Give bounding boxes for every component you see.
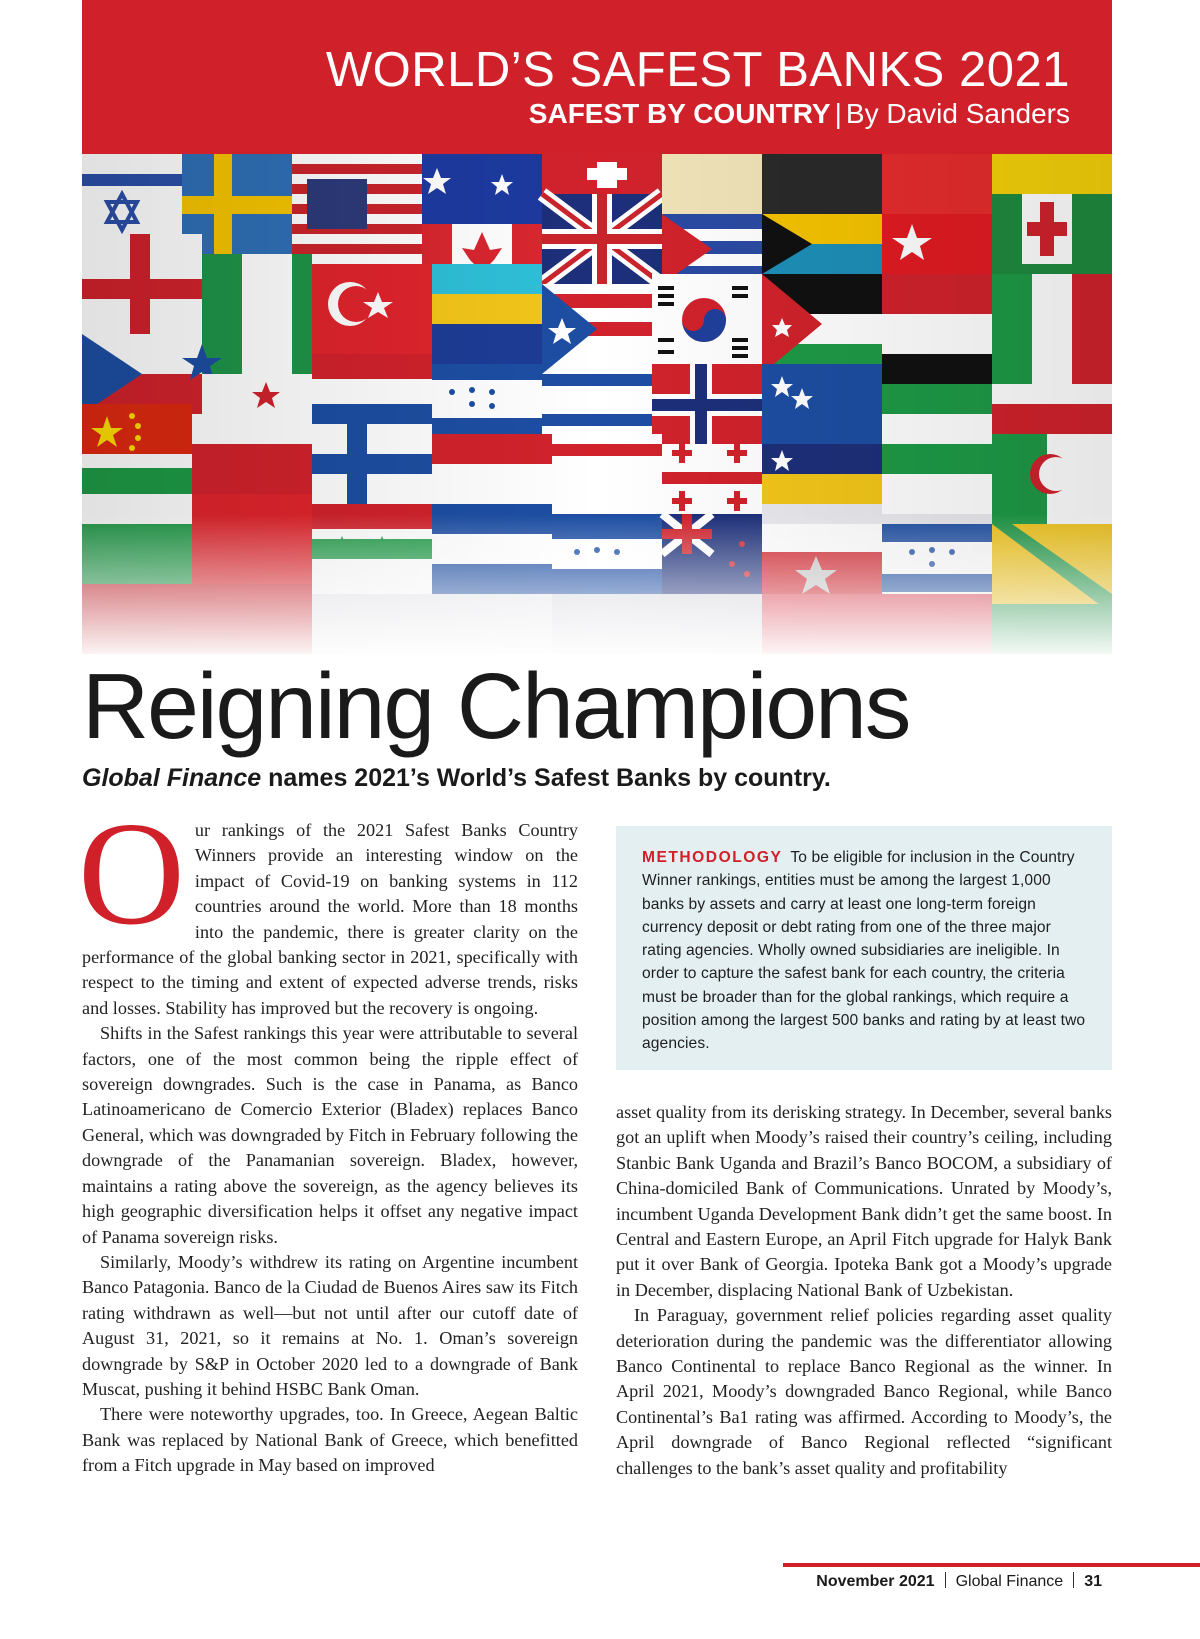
article-column-right — [616, 1100, 1112, 1481]
publication-name: Global Finance — [955, 1573, 1064, 1590]
footer-divider — [1073, 1572, 1074, 1588]
footer-divider — [945, 1572, 946, 1588]
footer-rule — [783, 1563, 1200, 1567]
methodology-text: To be eligible for inclusion in the Country Winner rankings, entities must be among the largest 1,000 banks by assets and carry at least one long-term foreign currency deposit or debt rating from one of the three major rating agencies. Wholly owned subsidiaries are ineligible. In order to capture the safest bank for each country, the criteria must be broader than for the global rankings, which require a position among the largest 500 banks and rating by at least two agencies. — [642, 849, 1086, 1053]
header-separator: | — [834, 98, 842, 129]
article-headline: Reigning Champions — [82, 654, 910, 758]
article-paragraph: Shifts in the Safest rankings this year were attributable to several factors, one of the most common being the ripple effect of sovereign downgrades. Such is the case in Panama, as Banco Latinoamericano de Comercio Exterior (Bladex) replaces Banco General, which was downgraded by Fitch in February following the downgrade of the Panamanian sovereign. Bladex, however, maintains a rating above the sovereign, as the agency believes its high geographic diversification helps it offset any negative impact of Panama sovereign risks. — [82, 1023, 578, 1247]
methodology-box — [616, 826, 1112, 1070]
flags-collage-image — [82, 154, 1112, 654]
byline: By David Sanders — [845, 98, 1070, 129]
section-title: WORLD’S SAFEST BANKS 2021 — [325, 43, 1070, 97]
article-paragraph: asset quality from its derisking strategy. In December, several banks got an uplift when Moody’s raised their country’s ceiling, including Stanbic Bank Uganda and Brazil’s Banco BOCOM, a subsidiary of China-domiciled Bank of Communications. Unrated by Moody’s, incumbent Uganda Development Bank didn’t get the same boost. In Central and Eastern Europe, an April Fitch upgrade for Halyk Bank put it over Bank of Georgia. Ipoteka Bank got a Moody’s upgrade in December, displacing National Bank of Uzbekistan. — [616, 1102, 1112, 1300]
article-deck — [82, 763, 831, 793]
page-footer — [816, 1572, 1102, 1591]
methodology-label: METHODOLOGY — [642, 849, 783, 866]
article-paragraph: Similarly, Moody’s withdrew its rating on Argentine incumbent Banco Patagonia. Banco de la Ciudad de Buenos Aires saw its Fitch rating withdrawn as well—but not until after our cutoff date of August 31, 2021, so it remains at No. 1. Oman’s sovereign downgrade by S&P in October 2020 led to a downgrade of Bank Muscat, pushing it behind HSBC Bank Oman. — [82, 1251, 578, 1399]
drop-cap: O — [78, 792, 185, 956]
article-paragraph — [78, 792, 578, 1021]
paragraph-text: ur rankings of the 2021 Safest Banks Country Winners provide an interesting window on the impact of Covid-19 on banking systems in 112 countries around the world. More than 18 months into the pandemic, there is greater clarity on the performance of the global banking sector in 2021, specifically with respect to the timing and extent of expected adverse trends, risks and losses. Stability has improved but the recovery is ongoing. — [82, 820, 578, 1018]
article-column-left — [78, 792, 578, 1479]
article-paragraph: There were noteworthy upgrades, too. In Greece, Aegean Baltic Bank was replaced by National Bank of Greece, which benefitted from a Fitch upgrade in May based on improved — [82, 1404, 578, 1476]
header-banner — [82, 0, 1112, 155]
issue-date: November 2021 — [816, 1573, 935, 1590]
deck-text: names 2021’s World’s Safest Banks by country. — [261, 764, 831, 792]
page-number: 31 — [1084, 1573, 1102, 1590]
section-label: SAFEST BY COUNTRY — [528, 98, 831, 129]
deck-publication: Global Finance — [82, 764, 262, 792]
article-paragraph: In Paraguay, government relief policies regarding asset quality deterioration during the pandemic was the differentiator allowing Banco Continental to replace Banco Regional as the winner. In April 2021, Moody’s downgraded Banco Regional, while Banco Continental’s Ba1 rating was affirmed. According to Moody’s, the April downgrade of Banco Regional reflected “significant challenges to the bank’s asset quality and profitability — [616, 1305, 1112, 1478]
section-subtitle — [529, 100, 1070, 128]
